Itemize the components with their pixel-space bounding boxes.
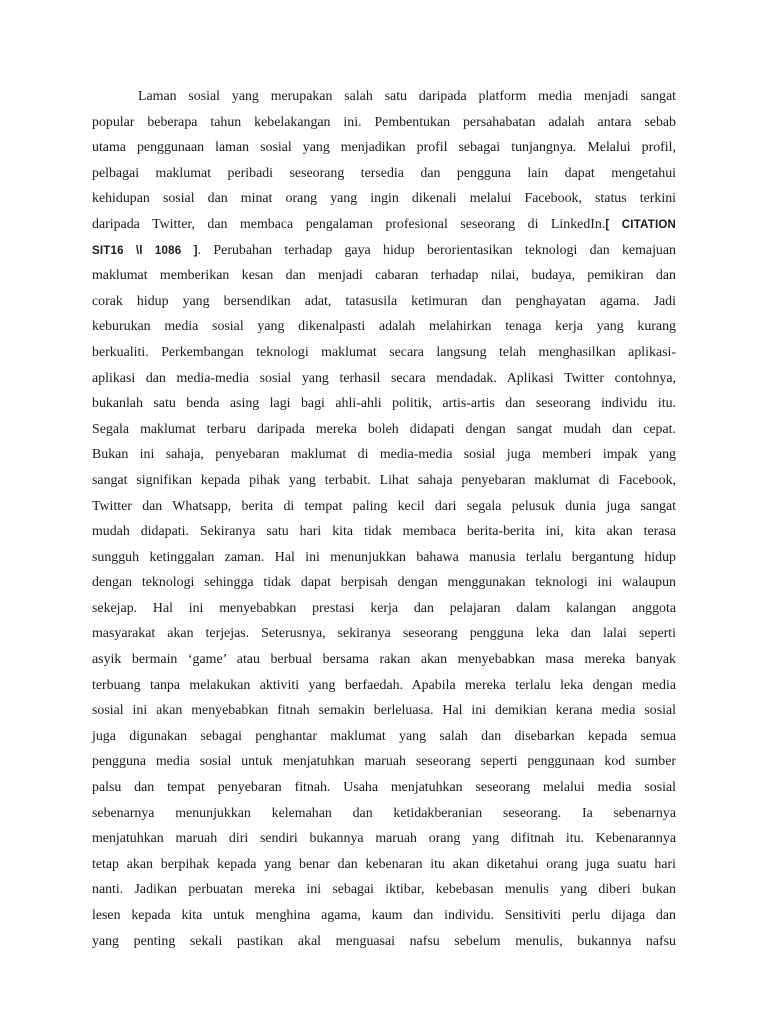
paragraph-line-28: palsu dan tempat penyebaran fitnah. Usaha menjatuhkan seseorang melalui media sosial — [92, 780, 676, 796]
paragraph-line-17: Twitter dan Whatsapp, berita di tempat paling kecil dari segala pelusuk dunia juga sangat — [92, 498, 676, 514]
paragraph-line-26: juga digunakan sebagai penghantar maklumat yang salah dan disebarkan kepada semua — [92, 728, 676, 744]
citation-field-open[interactable]: [ CITATION — [605, 218, 676, 231]
paragraph-line-30: menjatuhkan maruah diri sendiri bukannya maruah orang yang difitnah itu. Kebenarannya — [92, 831, 676, 847]
paragraph-line-21: sekejap. Hal ini menyebabkan prestasi kerja dan pelajaran dalam kalangan anggota — [92, 600, 676, 616]
paragraph-line-22: masyarakat akan terjejas. Seterusnya, sekiranya seseorang pengguna leka dan lalai seperti — [92, 626, 676, 642]
paragraph-line-25: sosial ini akan menyebabkan fitnah semakin berleluasa. Hal ini demikian kerana media sosial — [92, 703, 676, 719]
paragraph-line-20: dengan teknologi sehingga tidak dapat berpisah dengan menggunakan teknologi ini walaupun — [92, 575, 676, 591]
paragraph-line-12: aplikasi dan media-media sosial yang terhasil secara mendadak. Aplikasi Twitter contohnya, — [92, 370, 676, 386]
paragraph-line-2: popular beberapa tahun kebelakangan ini. Pembentukan persahabatan adalah antara sebab — [92, 114, 676, 130]
paragraph-line-11: berkualiti. Perkembangan teknologi maklumat secara langsung telah menghasilkan aplikasi- — [92, 344, 676, 360]
paragraph-line-6 — [92, 212, 676, 238]
paragraph-line-15: Bukan ini sahaja, penyebaran maklumat di media-media sosial juga memberi impak yang — [92, 447, 676, 463]
paragraph-line-1: Laman sosial yang merupakan salah satu daripada platform media menjadi sangat — [138, 89, 676, 104]
paragraph-line-16: sangat signifikan kepada pihak yang terbabit. Lihat sahaja penyebaran maklumat di Facebook, — [92, 472, 676, 488]
paragraph-line-24: terbuang tanpa melakukan aktiviti yang berfaedah. Apabila mereka terlalu leka dengan media — [92, 677, 676, 693]
paragraph-line-13: bukanlah satu benda asing lagi bagi ahli-ahli politik, artis-artis dan seseorang individu itu. — [92, 396, 676, 412]
paragraph-line-9: corak hidup yang bersendikan adat, tatasusila ketimuran dan penghayatan agama. Jadi — [92, 293, 676, 309]
paragraph-line-33: lesen kepada kita untuk menghina agama, kaum dan individu. Sensitiviti perlu dijaga dan — [92, 908, 676, 923]
paragraph-line-34: yang penting sekali pastikan akal menguasai nafsu sebelum menulis, bukannya nafsu — [92, 933, 676, 949]
paragraph-line-19: sungguh ketinggalan zaman. Hal ini menunjukkan bahawa manusia terlalu bergantung hidup — [92, 549, 676, 565]
paragraph-line-23: asyik bermain ‘game’ atau berbual bersama rakan akan menyebabkan masa mereka banyak — [92, 652, 676, 668]
paragraph-line-29: sebenarnya menunjukkan kelemahan dan ketidakberanian seseorang. Ia sebenarnya — [92, 805, 676, 821]
paragraph-line-14: Segala maklumat terbaru daripada mereka boleh didapati dengan sangat mudah dan cepat. — [92, 421, 676, 437]
paragraph-line-7-text: . Perubahan terhadap gaya hidup berorientasikan teknologi dan kemajuan — [197, 242, 676, 258]
paragraph-line-10: keburukan media sosial yang dikenalpasti adalah melahirkan tenaga kerja yang kurang — [92, 319, 676, 335]
paragraph-line-8: maklumat memberikan kesan dan menjadi cabaran terhadap nilai, budaya, pemikiran dan — [92, 268, 676, 284]
paragraph-line-7 — [92, 238, 676, 264]
body-paragraph — [92, 84, 676, 954]
paragraph-line-27: pengguna media sosial untuk menjatuhkan maruah seseorang seperti penggunaan kod sumber — [92, 754, 676, 770]
paragraph-line-32: nanti. Jadikan perbuatan mereka ini sebagai iktibar, kebebasan menulis yang diberi bukan — [92, 882, 676, 898]
citation-field-close[interactable]: ] — [193, 244, 198, 257]
paragraph-line-4: pelbagai maklumat peribadi seseorang tersedia dan pengguna lain dapat mengetahui — [92, 165, 676, 181]
paragraph-line-18: mudah didapati. Sekiranya satu hari kita tidak membaca berita-berita ini, kita akan terasa — [92, 524, 676, 540]
paragraph-line-3: utama penggunaan laman sosial yang menjadikan profil sebagai tunjangnya. Melalui profil, — [92, 140, 676, 156]
paragraph-line-31: tetap akan berpihak kepada yang benar dan kebenaran itu akan diketahui orang juga suatu hari — [92, 856, 676, 872]
citation-field-code[interactable]: SIT16 \l 1086 — [92, 244, 182, 257]
paragraph-line-6-text: daripada Twitter, dan membaca pengalaman profesional seseorang di LinkedIn. — [92, 216, 606, 232]
paragraph-line-5: kehidupan sosial dan minat orang yang ingin dikenali melalui Facebook, status terkini — [92, 191, 676, 207]
